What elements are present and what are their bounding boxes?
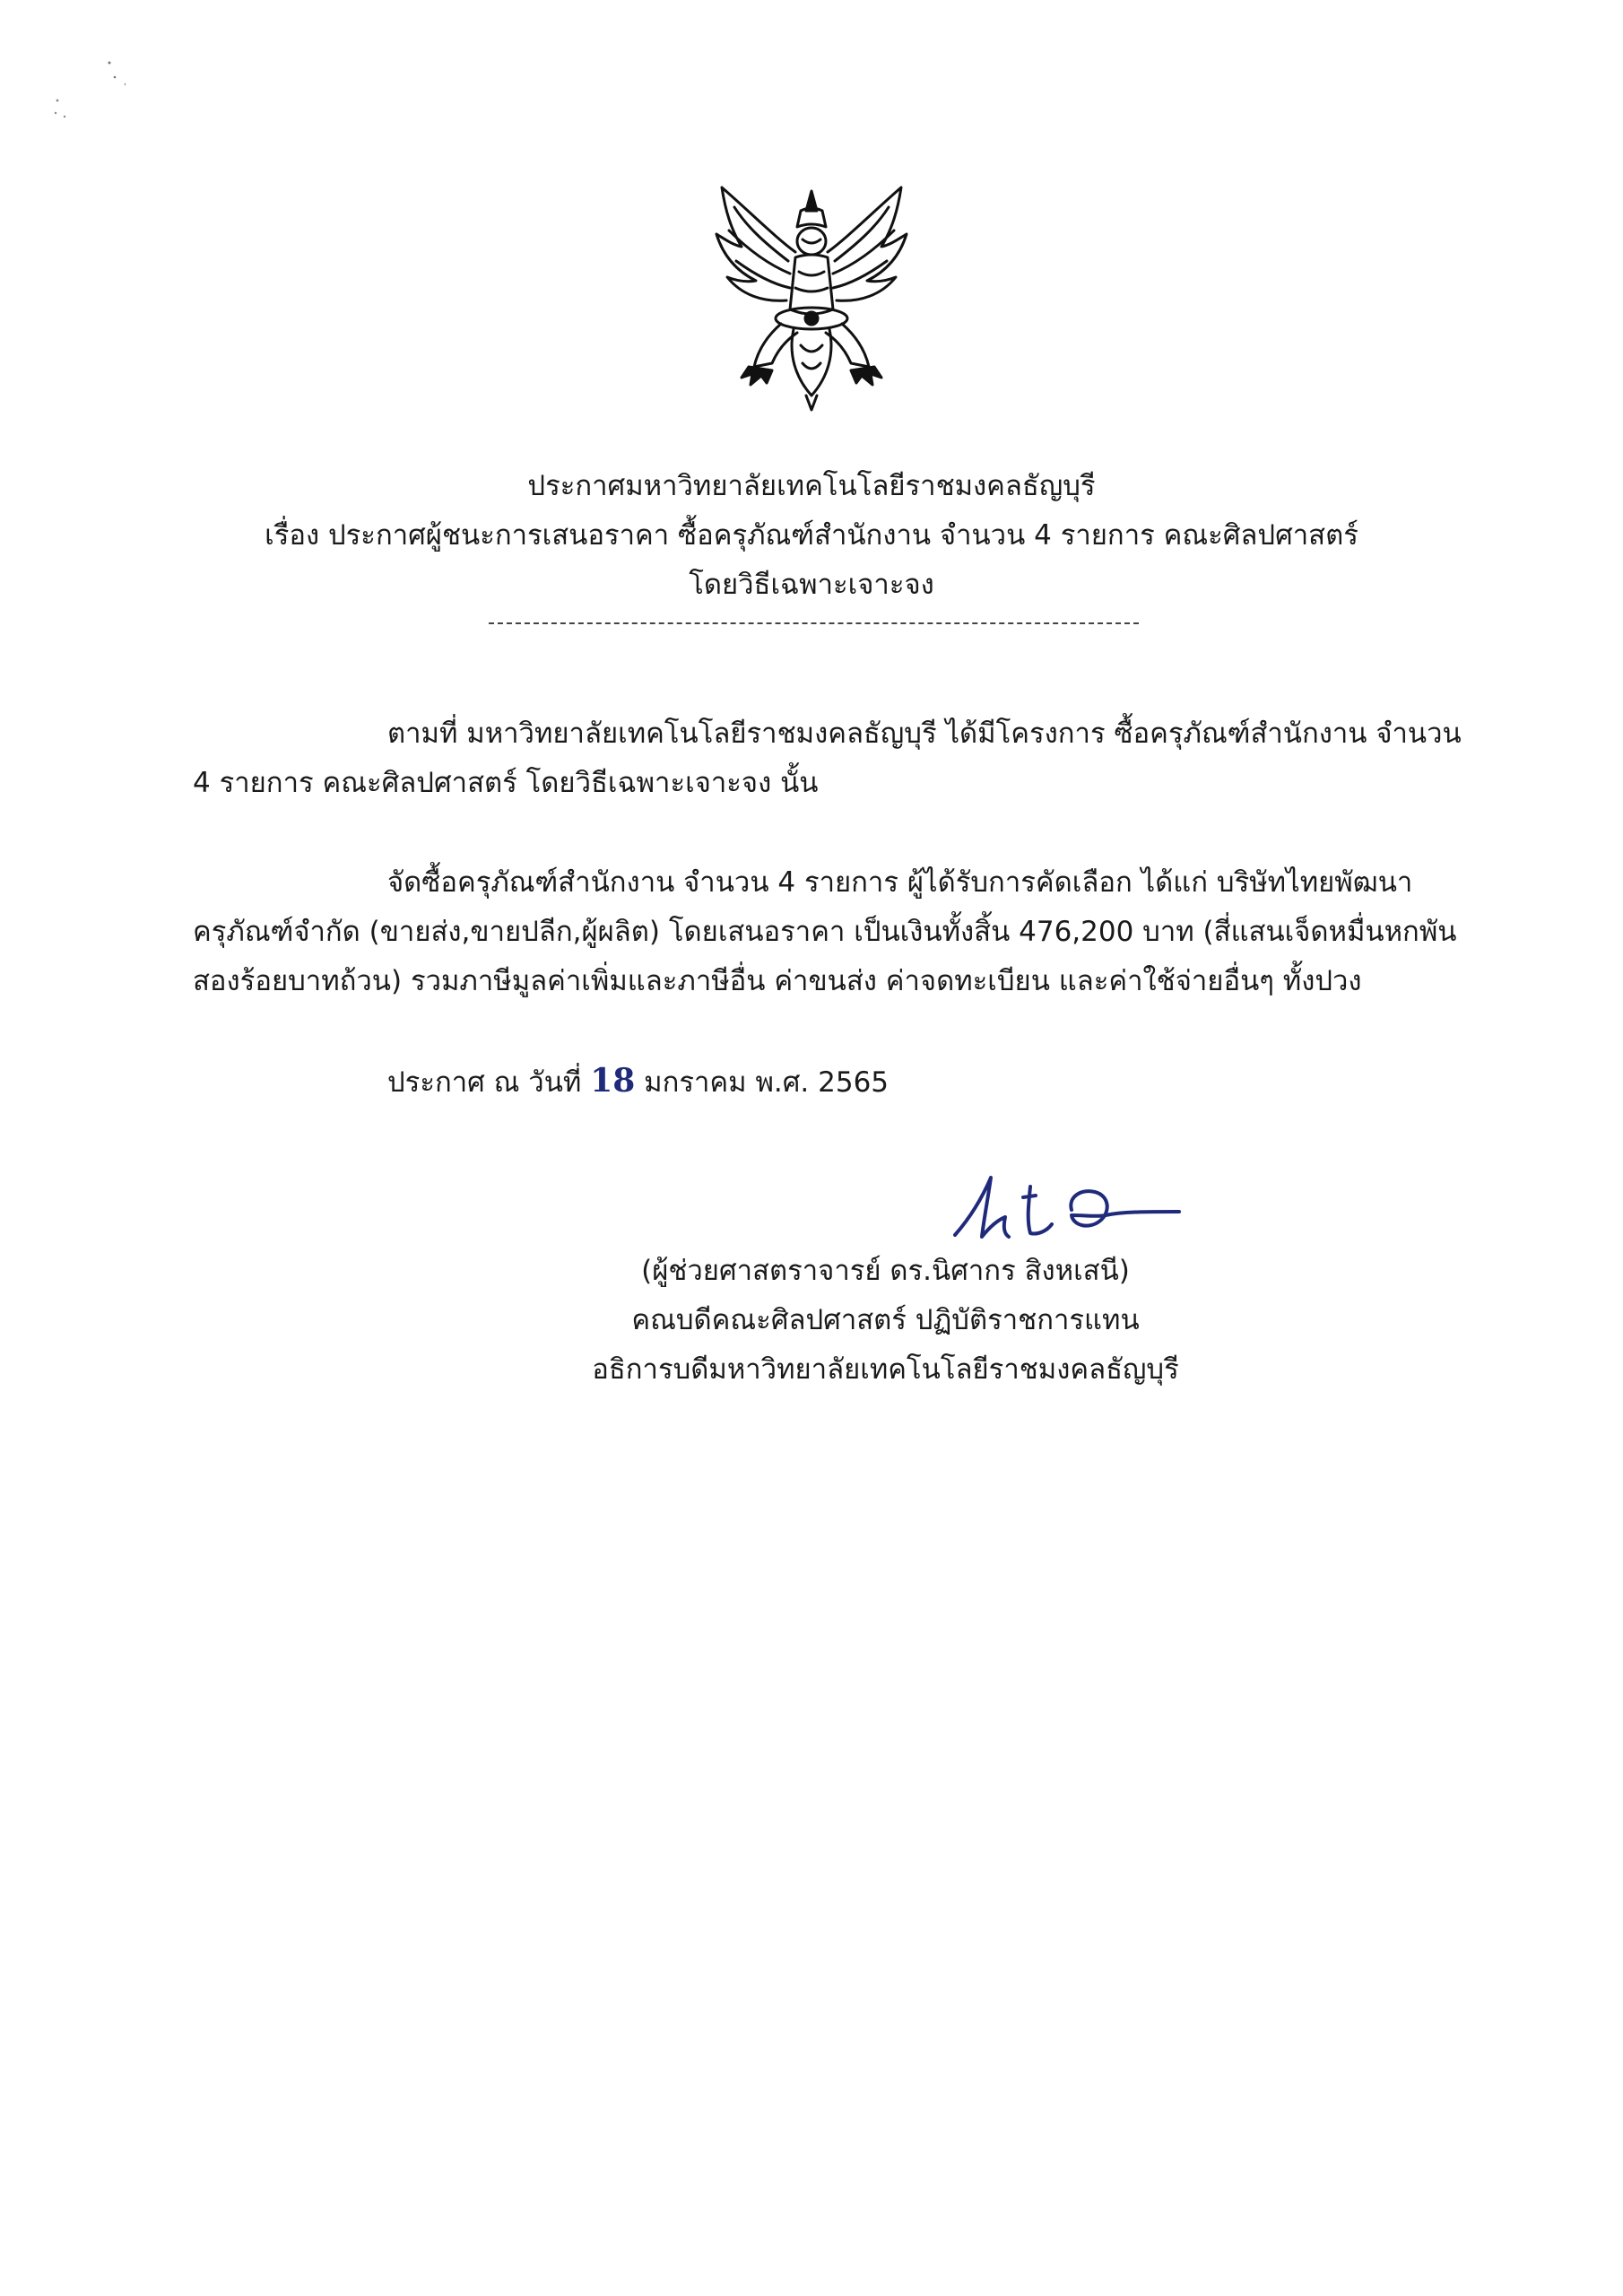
announcement-method: โดยวิธีเฉพาะเจาะจง: [689, 569, 934, 601]
handwritten-signature-icon: [937, 1161, 1197, 1256]
date-prefix: ประกาศ ณ วันที่: [387, 1066, 591, 1099]
paragraph-2-line-2: ครุภัณฑ์จำกัด (ขายส่ง,ขายปลีก,ผู้ผลิต) โดยเสนอราคา เป็นเงินทั้งสิ้น 476,200 บาท (สี่แสนเจ็ดหมื่นหกพัน: [193, 916, 1457, 948]
signatory-name: (ผู้ช่วยศาสตราจารย์ ดร.นิศากร สิงหเสนี): [641, 1255, 1130, 1287]
divider: [489, 622, 1139, 624]
paragraph-2-line-3: สองร้อยบาทถ้วน) รวมภาษีมูลค่าเพิ่มและภาษีอื่น ค่าขนส่ง ค่าจดทะเบียน และค่าใช้จ่ายอื่นๆ ทั้งปวง: [193, 965, 1362, 997]
scan-specks: [54, 54, 126, 126]
signatory-on-behalf: อธิการบดีมหาวิทยาลัยเทคโนโลยีราชมงคลธัญบุรี: [592, 1353, 1179, 1386]
paragraph-1-line-1: ตามที่ มหาวิทยาลัยเทคโนโลยีราชมงคลธัญบุรี ได้มีโครงการ ซื้อครุภัณฑ์สำนักงาน จำนวน: [387, 718, 1462, 750]
paragraph-2-line-1: จัดซื้อครุภัณฑ์สำนักงาน จำนวน 4 รายการ ผู้ได้รับการคัดเลือก ได้แก่ บริษัทไทยพัฒนา: [387, 866, 1413, 899]
paragraph-1-line-2: 4 รายการ คณะศิลปศาสตร์ โดยวิธีเฉพาะเจาะจง นั้น: [193, 767, 819, 799]
signatory-position: คณบดีคณะศิลปศาสตร์ ปฏิบัติราชการแทน: [631, 1304, 1140, 1336]
announcement-title: ประกาศมหาวิทยาลัยเทคโนโลยีราชมงคลธัญบุรี: [527, 470, 1096, 502]
date-day-handwritten: 18: [590, 1062, 636, 1100]
garuda-emblem-icon: [695, 175, 928, 417]
date-suffix: มกราคม พ.ศ. 2565: [635, 1066, 890, 1099]
announcement-subject: เรื่อง ประกาศผู้ชนะการเสนอราคา ซื้อครุภัณฑ์สำนักงาน จำนวน 4 รายการ คณะศิลปศาสตร์: [265, 519, 1358, 552]
announcement-date: [387, 1057, 889, 1108]
